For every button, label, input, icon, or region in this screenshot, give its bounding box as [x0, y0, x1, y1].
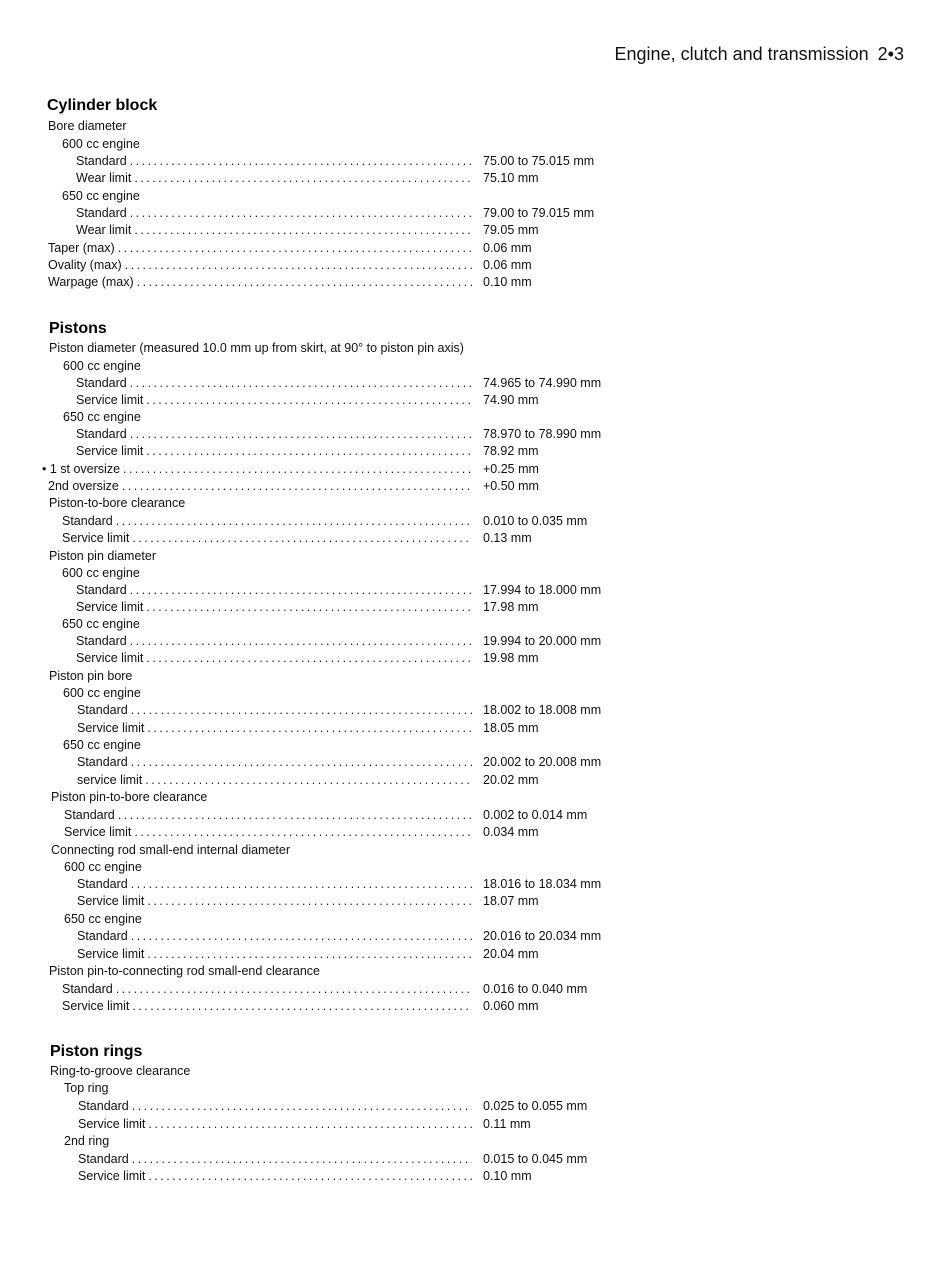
spec-label-cell: [0, 1063, 900, 1080]
spec-label-cell: [0, 981, 472, 998]
spec-label-cell: [0, 443, 472, 460]
spec-label-cell: [0, 998, 472, 1015]
page-header: [615, 44, 904, 65]
spec-label: 2nd oversize: [48, 479, 122, 493]
spec-label-cell: [0, 358, 900, 375]
spec-label: Piston pin bore: [49, 669, 135, 683]
spec-label-cell: [0, 650, 472, 667]
spec-value: 20.02 mm: [483, 773, 539, 787]
spec-label: Standard: [77, 703, 131, 717]
spec-label: Standard: [77, 877, 131, 891]
spec-label: Wear limit: [76, 223, 134, 237]
spec-label: Service limit: [77, 721, 147, 735]
spec-label: Taper (max): [48, 241, 118, 255]
spec-label-cell: [0, 633, 472, 650]
spec-label-cell: [0, 1133, 900, 1150]
spec-label-cell: [0, 599, 472, 616]
spec-label: Service limit: [64, 825, 134, 839]
spec-row: [0, 1116, 945, 1133]
spec-label-cell: [0, 807, 472, 824]
spec-value: 0.016 to 0.040 mm: [483, 982, 588, 996]
spec-label: 2nd ring: [64, 1134, 112, 1148]
spec-label: Service limit: [76, 444, 146, 458]
spec-row: [0, 136, 945, 153]
spec-row: [0, 409, 945, 426]
spec-row: [0, 392, 945, 409]
spec-label: Standard: [62, 982, 116, 996]
spec-row: [0, 358, 945, 375]
section-title-pistons: Pistons: [49, 320, 107, 337]
spec-label-cell: [0, 789, 900, 806]
spec-label: Standard: [76, 376, 130, 390]
spec-value: 74.90 mm: [483, 393, 539, 407]
spec-row: [0, 789, 945, 806]
spec-value: 0.010 to 0.035 mm: [483, 514, 588, 528]
spec-label-cell: [0, 754, 472, 771]
spec-label-cell: [0, 685, 900, 702]
spec-label: Standard: [77, 755, 131, 769]
spec-label-cell: [0, 274, 472, 291]
spec-row: [0, 513, 945, 530]
spec-row: [0, 548, 945, 565]
spec-label-cell: [0, 1098, 472, 1115]
spec-label: Standard: [64, 808, 118, 822]
spec-row: [0, 702, 945, 719]
spec-label: Service limit: [62, 531, 132, 545]
spec-value: 75.00 to 75.015 mm: [483, 154, 595, 168]
spec-label: Ovality (max): [48, 258, 125, 272]
spec-label-cell: [0, 170, 472, 187]
spec-value: 20.016 to 20.034 mm: [483, 929, 602, 943]
spec-label: Standard: [76, 634, 130, 648]
spec-value: 79.00 to 79.015 mm: [483, 206, 595, 220]
spec-label-cell: [0, 222, 472, 239]
spec-value: 0.034 mm: [483, 825, 539, 839]
spec-value: 18.002 to 18.008 mm: [483, 703, 602, 717]
spec-label-cell: [0, 205, 472, 222]
spec-value: 0.002 to 0.014 mm: [483, 808, 588, 822]
spec-label: Connecting rod small-end internal diameter: [51, 843, 293, 857]
spec-value: 0.11 mm: [483, 1117, 531, 1131]
spec-row: [0, 842, 945, 859]
spec-label: Service limit: [76, 651, 146, 665]
spec-value: 18.016 to 18.034 mm: [483, 877, 602, 891]
spec-label-cell: [0, 963, 900, 980]
spec-label: Piston-to-bore clearance: [49, 496, 188, 510]
spec-value: 74.965 to 74.990 mm: [483, 376, 602, 390]
spec-value: 0.015 to 0.045 mm: [483, 1152, 588, 1166]
spec-label-cell: [0, 188, 900, 205]
spec-label: Standard: [78, 1152, 132, 1166]
spec-label: • 1 st oversize: [42, 462, 123, 476]
spec-row: [0, 928, 945, 945]
spec-row: [0, 1133, 945, 1150]
spec-row: [0, 737, 945, 754]
spec-label-cell: [0, 426, 472, 443]
spec-label: 650 cc engine: [63, 738, 144, 752]
spec-value: 20.002 to 20.008 mm: [483, 755, 602, 769]
spec-label-cell: [0, 893, 472, 910]
spec-label-cell: [0, 616, 900, 633]
spec-row: [0, 443, 945, 460]
spec-row: [0, 893, 945, 910]
spec-label-cell: [0, 136, 900, 153]
header-title: Engine, clutch and transmission: [614, 44, 869, 64]
spec-row: [0, 530, 945, 547]
spec-row: [0, 582, 945, 599]
spec-row: [0, 274, 945, 291]
spec-label-cell: [0, 118, 900, 135]
spec-row: [0, 911, 945, 928]
spec-label-cell: [0, 495, 900, 512]
spec-label-cell: [0, 240, 472, 257]
spec-row: [0, 426, 945, 443]
spec-label: Service limit: [77, 947, 147, 961]
spec-value: 0.06 mm: [483, 258, 532, 272]
spec-label-cell: [0, 582, 472, 599]
spec-label: 600 cc engine: [64, 860, 145, 874]
spec-label-cell: [0, 548, 900, 565]
spec-row: [0, 772, 945, 789]
spec-row: [0, 807, 945, 824]
spec-label-cell: [0, 409, 900, 426]
spec-row: [0, 118, 945, 135]
spec-value: 79.05 mm: [483, 223, 539, 237]
spec-row: [0, 1168, 945, 1185]
spec-row: [0, 222, 945, 239]
spec-row: [0, 599, 945, 616]
spec-label-cell: [0, 257, 472, 274]
spec-label-cell: [0, 392, 472, 409]
spec-row: [0, 188, 945, 205]
spec-label: Standard: [62, 514, 116, 528]
spec-value: 17.98 mm: [483, 600, 539, 614]
spec-value: 78.970 to 78.990 mm: [483, 427, 602, 441]
spec-row: [0, 153, 945, 170]
spec-label-cell: [0, 375, 472, 392]
section-title-piston-rings: Piston rings: [50, 1043, 143, 1060]
spec-label-cell: [0, 565, 900, 582]
spec-label: Warpage (max): [48, 275, 137, 289]
spec-label: 650 cc engine: [62, 189, 143, 203]
spec-row: [0, 205, 945, 222]
spec-label-cell: [0, 720, 472, 737]
spec-label: Piston diameter (measured 10.0 mm up from skirt, at 90° to piston pin axis): [49, 341, 467, 355]
spec-label-cell: [0, 859, 900, 876]
spec-label: Standard: [76, 583, 130, 597]
spec-row: [0, 685, 945, 702]
spec-label: Service limit: [76, 393, 146, 407]
spec-row: [0, 633, 945, 650]
spec-label-cell: [0, 461, 472, 478]
spec-label: 600 cc engine: [63, 686, 144, 700]
spec-label: Ring-to-groove clearance: [50, 1064, 193, 1078]
spec-label: Service limit: [62, 999, 132, 1013]
spec-label-cell: [0, 946, 472, 963]
spec-label-cell: [0, 1168, 472, 1185]
spec-label: service limit: [77, 773, 145, 787]
spec-row: [0, 375, 945, 392]
spec-label: Bore diameter: [48, 119, 130, 133]
spec-row: [0, 1151, 945, 1168]
spec-label-cell: [0, 668, 900, 685]
spec-value: 19.98 mm: [483, 651, 539, 665]
spec-label-cell: [0, 911, 900, 928]
spec-row: [0, 1098, 945, 1115]
spec-value: 78.92 mm: [483, 444, 539, 458]
spec-row: [0, 616, 945, 633]
spec-label: 600 cc engine: [63, 359, 144, 373]
spec-label: 600 cc engine: [62, 566, 143, 580]
spec-label: Piston pin diameter: [49, 549, 159, 563]
spec-label: 600 cc engine: [62, 137, 143, 151]
spec-row: [0, 720, 945, 737]
spec-label: Service limit: [76, 600, 146, 614]
spec-label: Service limit: [78, 1117, 148, 1131]
spec-row: [0, 876, 945, 893]
spec-label-cell: [0, 824, 472, 841]
spec-row: [0, 650, 945, 667]
spec-value: 0.025 to 0.055 mm: [483, 1099, 588, 1113]
spec-row: [0, 754, 945, 771]
spec-row: [0, 981, 945, 998]
spec-value: 19.994 to 20.000 mm: [483, 634, 602, 648]
spec-label: 650 cc engine: [63, 410, 144, 424]
spec-label-cell: [0, 478, 472, 495]
spec-row: [0, 1063, 945, 1080]
spec-label: Piston pin-to-bore clearance: [51, 790, 210, 804]
spec-label-cell: [0, 737, 900, 754]
spec-row: [0, 824, 945, 841]
spec-label: Top ring: [64, 1081, 111, 1095]
spec-label-cell: [0, 702, 472, 719]
spec-label: Standard: [76, 427, 130, 441]
spec-label: Piston pin-to-connecting rod small-end clearance: [49, 964, 323, 978]
spec-value: 18.05 mm: [483, 721, 539, 735]
spec-label: Service limit: [78, 1169, 148, 1183]
spec-row: [0, 257, 945, 274]
spec-row: [0, 963, 945, 980]
spec-label-cell: [0, 530, 472, 547]
spec-label-cell: [0, 842, 900, 859]
section-title-cylinder-block: Cylinder block: [47, 97, 158, 114]
spec-label: Service limit: [77, 894, 147, 908]
spec-label-cell: [0, 1080, 900, 1097]
spec-value: +0.25 mm: [483, 462, 539, 476]
spec-row: [0, 240, 945, 257]
spec-row: [0, 668, 945, 685]
spec-value: 75.10 mm: [483, 171, 539, 185]
spec-label-cell: [0, 513, 472, 530]
spec-label: Standard: [77, 929, 131, 943]
spec-value: 0.10 mm: [483, 275, 532, 289]
page-number: 2•3: [877, 44, 904, 64]
spec-label-cell: [0, 1116, 472, 1133]
spec-label: Standard: [76, 154, 130, 168]
spec-row: [0, 461, 945, 478]
spec-value: 0.060 mm: [483, 999, 539, 1013]
spec-value: 18.07 mm: [483, 894, 539, 908]
spec-label-cell: [0, 876, 472, 893]
spec-value: 0.06 mm: [483, 241, 532, 255]
spec-row: [0, 1080, 945, 1097]
spec-value: 20.04 mm: [483, 947, 539, 961]
spec-label-cell: [0, 153, 472, 170]
spec-value: 17.994 to 18.000 mm: [483, 583, 602, 597]
spec-label: 650 cc engine: [62, 617, 143, 631]
spec-value: 0.13 mm: [483, 531, 532, 545]
spec-row: [0, 946, 945, 963]
spec-row: [0, 998, 945, 1015]
spec-row: [0, 340, 945, 357]
spec-label: Standard: [78, 1099, 132, 1113]
spec-label: Wear limit: [76, 171, 134, 185]
spec-label: 650 cc engine: [64, 912, 145, 926]
spec-label-cell: [0, 1151, 472, 1168]
spec-row: [0, 170, 945, 187]
spec-label-cell: [0, 340, 900, 357]
spec-value: 0.10 mm: [483, 1169, 532, 1183]
spec-label: Standard: [76, 206, 130, 220]
spec-row: [0, 859, 945, 876]
spec-row: [0, 495, 945, 512]
spec-label-cell: [0, 772, 472, 789]
spec-row: [0, 565, 945, 582]
spec-row: [0, 478, 945, 495]
spec-value: +0.50 mm: [483, 479, 539, 493]
spec-label-cell: [0, 928, 472, 945]
